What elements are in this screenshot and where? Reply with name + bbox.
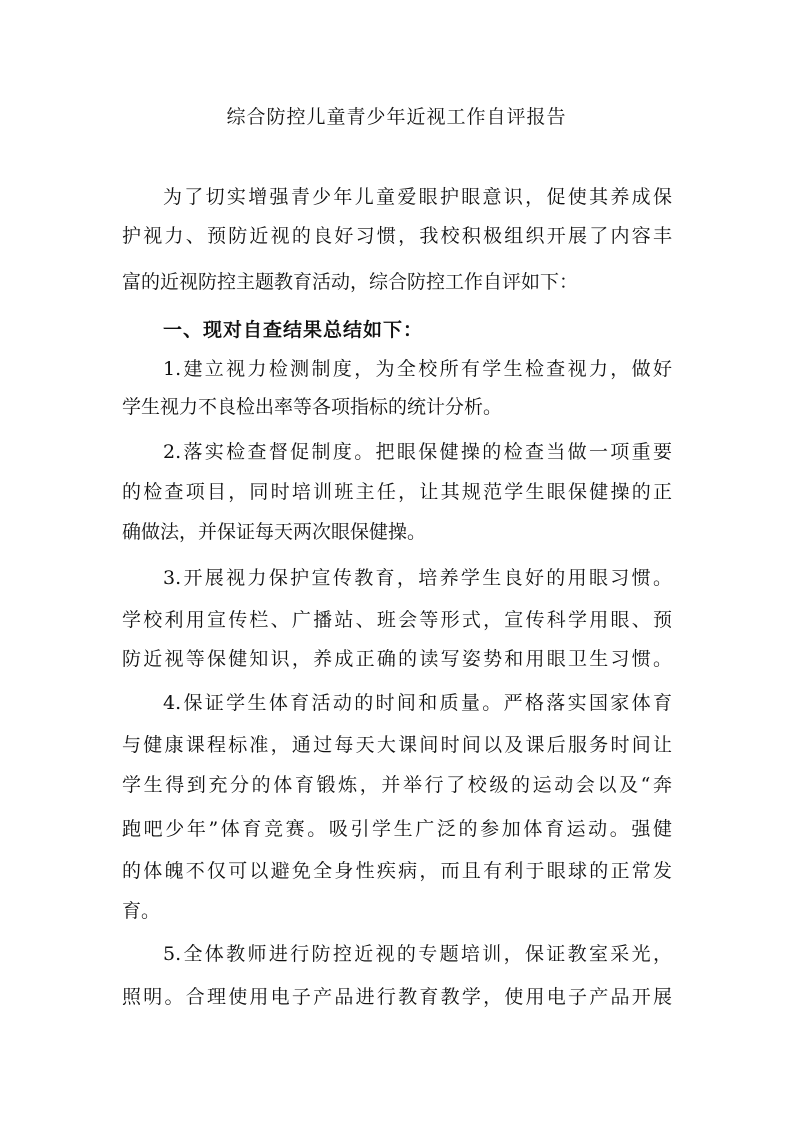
- item-3-line-1: 3.开展视力保护宣传教育，培养学生良好的用眼习惯。: [163, 567, 672, 589]
- item-3-line-3: 防近视等保健知识，养成正确的读写姿势和用眼卫生习惯。: [122, 648, 672, 670]
- item-1-line-2: 学生视力不良检出率等各项指标的统计分析。: [122, 396, 503, 418]
- paragraph-intro-line-1: 为了切实增强青少年儿童爱眼护眼意识，促使其养成保: [163, 186, 672, 208]
- item-4-line-3: 学生得到充分的体育锻炼，并举行了校级的运动会以及“奔: [122, 774, 672, 796]
- item-4-line-2: 与健康课程标准，通过每天大课间时间以及课后服务时间让: [122, 734, 672, 756]
- item-1-line-1: 1.建立视力检测制度，为全校所有学生检查视力，做好: [163, 358, 672, 380]
- paragraph-intro-line-2: 护视力、预防近视的良好习惯，我校积极组织开展了内容丰: [122, 225, 672, 247]
- item-2-line-2: 的检查项目，同时培训班主任，让其规范学生眼保健操的正: [122, 481, 672, 503]
- item-4-line-6: 育。: [122, 900, 161, 922]
- item-4-line-4: 跑吧少年”体育竞赛。吸引学生广泛的参加体育运动。强健: [122, 818, 672, 840]
- document-title: 综合防控儿童青少年近视工作自评报告: [226, 106, 567, 128]
- item-4-line-5: 的体魄不仅可以避免全身性疾病，而且有利于眼球的正常发: [122, 860, 672, 882]
- item-2-line-3: 确做法，并保证每天两次眼保健操。: [122, 521, 427, 543]
- item-5-line-2: 照明。合理使用电子产品进行教育教学，使用电子产品开展: [122, 986, 672, 1008]
- item-5-line-1: 5.全体教师进行防控近视的专题培训，保证教室采光，: [163, 943, 672, 965]
- item-2-line-1: 2.落实检查督促制度。把眼保健操的检查当做一项重要: [163, 441, 672, 463]
- item-3-line-2: 学校利用宣传栏、广播站、班会等形式，宣传科学用眼、预: [122, 609, 672, 631]
- section-heading-1: 一、现对自查结果总结如下：: [163, 319, 424, 341]
- paragraph-intro-line-3: 富的近视防控主题教育活动，综合防控工作自评如下：: [122, 271, 579, 293]
- item-4-line-1: 4.保证学生体育活动的时间和质量。严格落实国家体育: [163, 692, 672, 714]
